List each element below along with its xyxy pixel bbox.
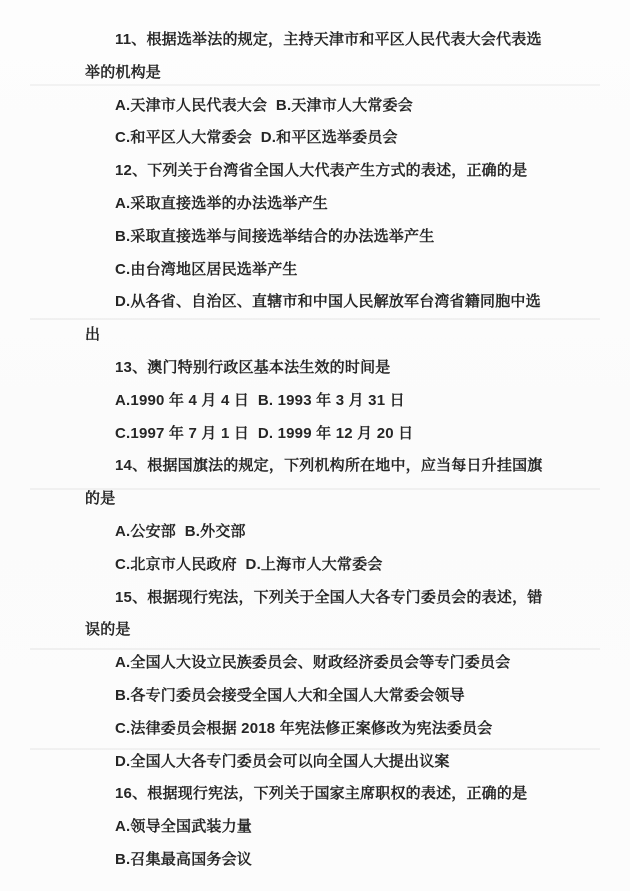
question-stem: 14、根据国旗法的规定，下列机构所在地中，应当每日升挂国旗的是: [85, 457, 543, 508]
question-block: [85, 352, 545, 450]
option-line: C.北京市人民政府 D.上海市人大常委会: [115, 555, 383, 573]
option-line: A.采取直接选举的办法选举产生: [115, 194, 329, 212]
option-line: B.召集最高国务会议: [115, 850, 253, 868]
option-line: A.1990 年 4 月 4 日 B. 1993 年 3 月 31 日: [115, 391, 405, 409]
option-line: C.由台湾地区居民选举产生: [115, 260, 298, 278]
option-line: A.领导全国武装力量: [115, 818, 253, 836]
question-stem: 15、根据现行宪法，下列关于全国人大各专门委员会的表述，错误的是: [85, 588, 543, 639]
question-stem: 16、根据现行宪法，下列关于国家主席职权的表述，正确的是: [115, 785, 528, 803]
question-stem: 12、下列关于台湾省全国人大代表产生方式的表述，正确的是: [115, 162, 528, 180]
question-block: [85, 155, 545, 352]
option-line: D.从各省、自治区、直辖市和中国人民解放军台湾省籍同胞中选出: [85, 293, 541, 344]
option-line: C.法律委员会根据 2018 年宪法修正案修改为宪法委员会: [115, 719, 493, 737]
option-line: C.1997 年 7 月 1 日 D. 1999 年 12 月 20 日: [115, 424, 414, 442]
question-block: [85, 582, 545, 779]
option-line: A.全国人大设立民族委员会、财政经济委员会等专门委员会: [115, 654, 511, 672]
option-line: B.采取直接选举与间接选举结合的办法选举产生: [115, 227, 435, 245]
question-block: [85, 778, 545, 876]
option-line: D.全国人大各专门委员会可以向全国人大提出议案: [115, 752, 450, 770]
question-block: [85, 450, 545, 581]
question-block: [85, 24, 545, 155]
option-line: B.各专门委员会接受全国人大和全国人大常委会领导: [115, 686, 465, 704]
option-line: C.和平区人大常委会 D.和平区选举委员会: [115, 129, 398, 147]
question-stem: 13、澳门特别行政区基本法生效的时间是: [115, 358, 391, 376]
option-line: A.公安部 B.外交部: [115, 522, 246, 540]
option-line: A.天津市人民代表大会 B.天津市人大常委会: [115, 96, 413, 114]
question-stem: 11、根据选举法的规定，主持天津市和平区人民代表大会代表选举的机构是: [85, 31, 542, 81]
